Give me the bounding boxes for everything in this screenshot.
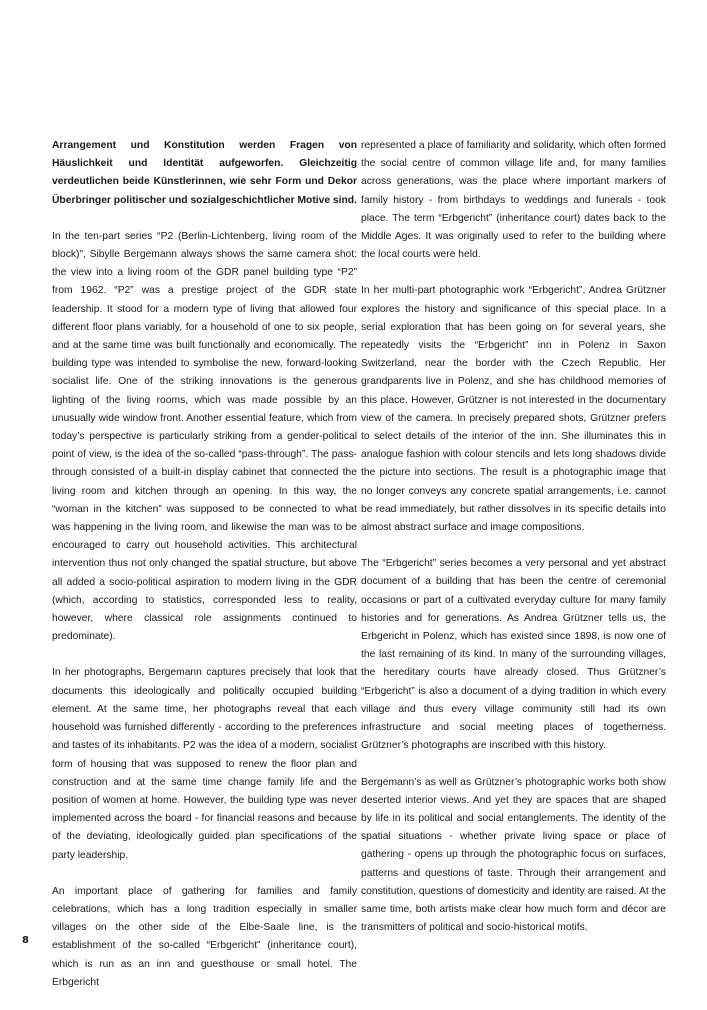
page-number: 8 [22, 935, 29, 946]
paragraph-p2-series: In the ten-part series “P2 (Berlin-Lichtenberg, living room of the block)”, Sibylle Bergemann always shows the same camera shot: the view into a living room of the GDR panel building type “P2” from 1962. “P2” was a prestige project of the GDR state leadership. It stood for a modern type of living that allowed four different floor plans variably, for a household of one to six people, and at the same time was built functionally and economically. The building type was intended to symbolise the new, forward-looking socialist life. One of the striking innovations is the generous lighting of the living rooms, which was made possible by an unusually wide window front. Another essential feature, which from today’s perspective is particularly striking from a gender-political point of view, is the idea of the so-called “pass-through”. The pass-through consisted of a built-in display cabinet that connected the living room and kitchen through an opening. In this way, the “woman in the kitchen” was supposed to be connected to what was happening in the living room, and likewise the man was to be encouraged to carry out household activities. This architectural intervention thus not only changed the spatial structure, but above all added a socio-political aspiration to modern living in the GDR (which, according to statistics, corresponded less to reality, however, where classical role assignments continued to predominate). [52, 230, 357, 643]
paragraph-erbgericht-continued: represented a place of familiarity and solidarity, which often formed the social centre of common village life and, for many families across generations, was the place where important markers of family history - from birthdays to weddings and funerals - took place. The term “Erbgericht” (inheritance court) dates back to the Middle Ages. It was originally used to refer to the building where the local courts were held. [361, 140, 666, 261]
paragraph-erbgericht-intro: An important place of gathering for families and family celebrations, which has a long tradition especially in smaller villages on the other side of the Elbe-Saale line, is the establishment of the so-called “Erbgericht” (inheritance court), which is run as an inn and guesthouse or small hotel. The Erbgericht [52, 885, 357, 988]
paragraph-erbgericht-series: The “Erbgericht” series becomes a very personal and yet abstract document of a building that has been the centre of ceremonial occasions or part of a cultivated everyday culture for many family histories and for generations. As Andrea Grützner tells us, the Erbgericht in Polenz, which has existed since 1898, is now one of the last remaining of its kind. In many of the surrounding villages, the hereditary courts have already closed. Thus Grützner’s “Erbgericht” is also a document of a dying tradition in which every village and thus every village community still had its own infrastructure and social meeting places of togetherness. Grützner’s photographs are inscribed with this history. [361, 558, 666, 752]
intro-paragraph: Arrangement und Konstitution werden Fragen von Häuslichkeit und Identität aufgeworfen. Gleichzeitig verdeutlichen beide Künstlerinnen, wie sehr Form und Dekor Überbringer politischer und sozialgeschichtlicher Motive sind. [52, 140, 357, 206]
left-column [52, 137, 357, 1010]
paragraph-conclusion: Bergemann’s as well as Grützner’s photographic works both show deserted interior views. And yet they are spaces that are shaped by life in its political and social entanglements. The identity of the spatial situations - whether private living space or place of gathering - opens up through the photographic focus on surfaces, patterns and questions of taste. Through their arrangement and constitution, questions of domesticity and identity are raised. At the same time, both artists make clear how much form and décor are transmitters of political and socio-historical motifs. [361, 776, 666, 934]
paragraph-bergemann-photographs: In her photographs, Bergemann captures precisely that look that documents this ideologically and politically occupied building element. At the same time, her photographs reveal that each household was furnished differently - according to the preferences and tastes of its inhabitants. P2 was the idea of a modern, socialist form of housing that was supposed to renew the floor plan and construction and at the same time change family life and the position of women at home. However, the building type was never implemented across the board - for financial reasons and because of the deviating, ideologically guided plan specifications of the party leadership. [52, 667, 357, 861]
paragraph-gruetzner-work: In her multi-part photographic work “Erbgericht”, Andrea Grützner explores the history and significance of this special place. In a serial exploration that has been going on for several years, she repeatedly visits the “Erbgericht” inn in Polenz in Saxon Switzerland, near the border with the Czech Republic. Her grandparents live in Polenz, and she has childhood memories of this place. However, Grützner is not interested in the documentary view of the camera. In precisely prepared shots, Grützner prefers to select details of the interior of the inn. She illuminates this in analogue fashion with colour stencils and lets long shadows divide the picture into sections. The result is a photographic image that no longer conveys any concrete spatial arrangements, i.e. cannot be read immediately, but rather dissolves in its specific details into almost abstract surface and image compositions. [361, 285, 666, 534]
right-column [361, 137, 666, 955]
